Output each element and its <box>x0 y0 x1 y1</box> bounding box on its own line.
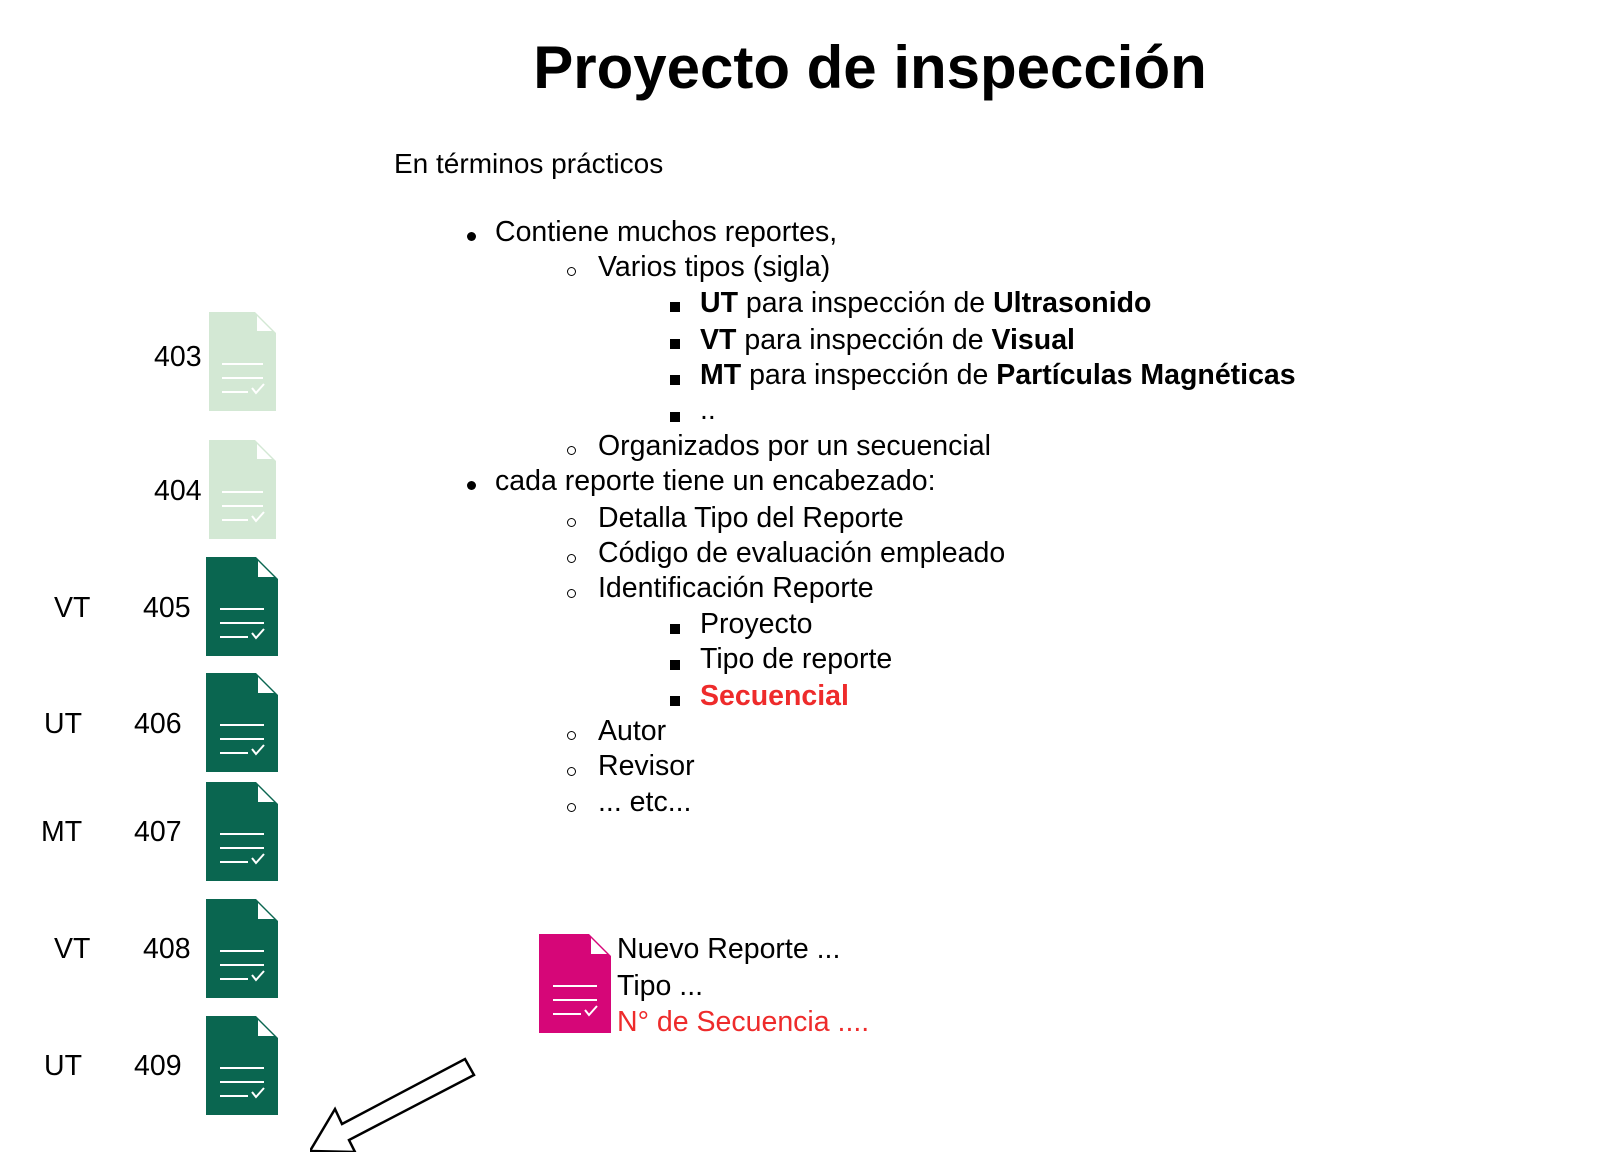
list-item: Varios tipos (sigla) <box>598 251 831 283</box>
outline-arrow-down-left-icon <box>310 1028 480 1157</box>
report-type: VT <box>54 933 91 965</box>
list-item-type-mt <box>700 358 1296 392</box>
document-check-icon <box>206 899 278 998</box>
document-check-icon <box>209 312 276 411</box>
bullet-square <box>670 624 680 634</box>
list-item-type-vt <box>700 323 1075 357</box>
document-check-icon <box>206 557 278 656</box>
bullet-square <box>670 339 680 349</box>
report-number: 408 <box>143 933 191 965</box>
bullet-circle <box>567 589 576 598</box>
bullet-square <box>670 696 680 706</box>
list-item-type-ut <box>700 286 1151 320</box>
bullet-disc <box>467 232 476 241</box>
report-number: 405 <box>143 592 191 624</box>
new-report-sequence: N° de Secuencia .... <box>617 1006 870 1038</box>
bullet-circle <box>567 446 576 455</box>
report-number: 404 <box>154 475 202 507</box>
report-number: 403 <box>154 341 202 373</box>
list-item: .. <box>700 394 716 426</box>
bullet-circle <box>567 518 576 527</box>
intro-text: En términos prácticos <box>394 148 664 179</box>
list-item: Proyecto <box>700 608 813 640</box>
bullet-square <box>670 660 680 670</box>
type-abbr: MT <box>700 359 742 391</box>
type-mid: para inspección de <box>738 287 994 319</box>
type-name: Partículas Magnéticas <box>996 359 1296 391</box>
bullet-circle <box>567 731 576 740</box>
bullet-circle <box>567 767 576 776</box>
list-item: Organizados por un secuencial <box>598 430 991 462</box>
report-type: VT <box>54 592 91 624</box>
new-report-title: Nuevo Reporte ... <box>617 933 841 965</box>
type-name: Visual <box>991 324 1075 356</box>
list-item: ... etc... <box>598 786 692 818</box>
page-title: Proyecto de inspección <box>533 34 1207 101</box>
list-item: cada reporte tiene un encabezado: <box>495 465 936 497</box>
document-check-icon <box>206 1016 278 1115</box>
list-item: Código de evaluación empleado <box>598 537 1006 569</box>
bullet-square <box>670 412 680 422</box>
list-item: Contiene muchos reportes, <box>495 216 838 248</box>
document-check-icon <box>539 934 611 1033</box>
type-name: Ultrasonido <box>993 287 1152 319</box>
report-number: 407 <box>134 816 182 848</box>
type-mid: para inspección de <box>741 359 997 391</box>
list-item: Detalla Tipo del Reporte <box>598 502 904 534</box>
list-item: Autor <box>598 715 667 747</box>
bullet-circle <box>567 267 576 276</box>
document-check-icon <box>206 782 278 881</box>
bullet-square <box>670 302 680 312</box>
document-check-icon <box>206 673 278 772</box>
type-abbr: VT <box>700 324 737 356</box>
bullet-circle <box>567 554 576 563</box>
list-item: Identificación Reporte <box>598 572 874 604</box>
list-item: Revisor <box>598 750 695 782</box>
document-check-icon <box>209 440 276 539</box>
new-report-type: Tipo ... <box>617 970 704 1002</box>
list-item-secuencial: Secuencial <box>700 680 849 712</box>
bullet-square <box>670 375 680 385</box>
type-mid: para inspección de <box>736 324 992 356</box>
report-type: MT <box>41 816 83 848</box>
list-item: Tipo de reporte <box>700 643 893 675</box>
bullet-circle <box>567 803 576 812</box>
report-type: UT <box>44 1050 82 1082</box>
type-abbr: UT <box>700 287 738 319</box>
report-type: UT <box>44 708 82 740</box>
report-number: 409 <box>134 1050 182 1082</box>
bullet-disc <box>467 481 476 490</box>
report-number: 406 <box>134 708 182 740</box>
